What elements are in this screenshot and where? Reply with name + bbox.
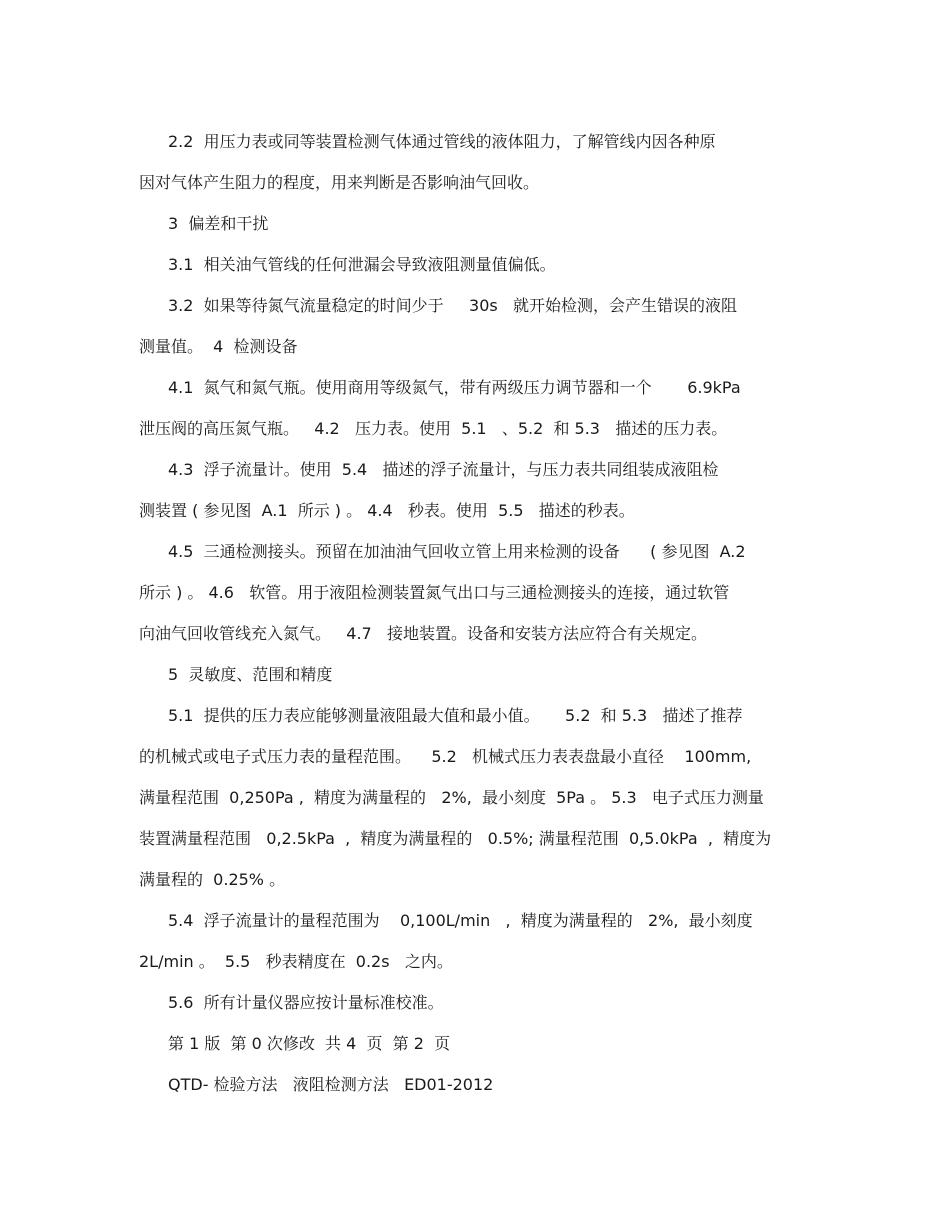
body-line-4-6-cont: 向油气回收管线充入氮气。 4.7 接地装置。设备和安装方法应符合有关规定。 [139,624,707,643]
body-line-4-1-cont: 泄压阀的高压氮气瓶。 4.2 压力表。使用 5.1 、5.2 和 5.3 描述的压力表。 [139,419,728,438]
body-line-4-1: 4.1 氮气和氮气瓶。使用商用等级氮气，带有两级压力调节器和一个 6.9kPa [168,378,741,397]
body-line-5-4-cont: 2L/min 。 5.5 秒表精度在 0.2s 之内。 [139,952,453,971]
body-line-3-2-cont: 测量值。 4 检测设备 [139,337,298,356]
body-line-5-1: 5.1 提供的压力表应能够测量液阻最大值和最小值。 5.2 和 5.3 描述了推荐 [168,706,743,725]
body-line-5-4: 5.4 浮子流量计的量程范围为 0,100L/min , 精度为满量程的 2%, 最小刻度 [168,911,753,930]
body-line-5-1-cont: 的机械式或电子式压力表的量程范围。 5.2 机械式压力表表盘最小直径 100mm, [139,747,752,766]
body-line-4-3-cont: 测装置 ( 参见图 A.1 所示 ) 。 4.4 秒表。使用 5.5 描述的秒表。 [139,501,635,520]
footer-document-code: QTD- 检验方法 液阻检测方法 ED01-2012 [168,1075,494,1094]
body-line-5-3-end: 满量程的 0.25% 。 [139,870,286,889]
section-heading-5: 5 灵敏度、范围和精度 [168,665,333,684]
body-line-4-5-cont: 所示 ) 。 4.6 软管。用于液阻检测装置氮气出口与三通检测接头的连接，通过软管 [139,583,730,602]
body-line-5-3-cont: 装置满量程范围 0,2.5kPa , 精度为满量程的 0.5%; 满量程范围 0,5.0kPa , 精度为 [139,829,772,848]
body-line-2-2: 2.2 用压力表或同等装置检测气体通过管线的液体阻力，了解管线内因各种原 [168,132,716,151]
body-line-5-6: 5.6 所有计量仪器应按计量标准校准。 [168,993,444,1012]
footer-version-line: 第 1 版 第 0 次修改 共 4 页 第 2 页 [168,1034,451,1053]
body-line-3-1: 3.1 相关油气管线的任何泄漏会导致液阻测量值偏低。 [168,255,556,274]
body-line-2-2-cont: 因对气体产生阻力的程度，用来判断是否影响油气回收。 [139,173,540,192]
section-heading-3: 3 偏差和干扰 [168,214,269,233]
body-line-4-5: 4.5 三通检测接头。预留在加油油气回收立管上用来检测的设备 ( 参见图 A.2 [168,542,746,561]
body-line-5-2-cont: 满量程范围 0,250Pa , 精度为满量程的 2%, 最小刻度 5Pa 。 5.3 电子式压力测量 [139,788,764,807]
body-line-4-3: 4.3 浮子流量计。使用 5.4 描述的浮子流量计，与压力表共同组装成液阻检 [168,460,719,479]
body-line-3-2: 3.2 如果等待氮气流量稳定的时间少于 30s 就开始检测，会产生错误的液阻 [168,296,738,315]
